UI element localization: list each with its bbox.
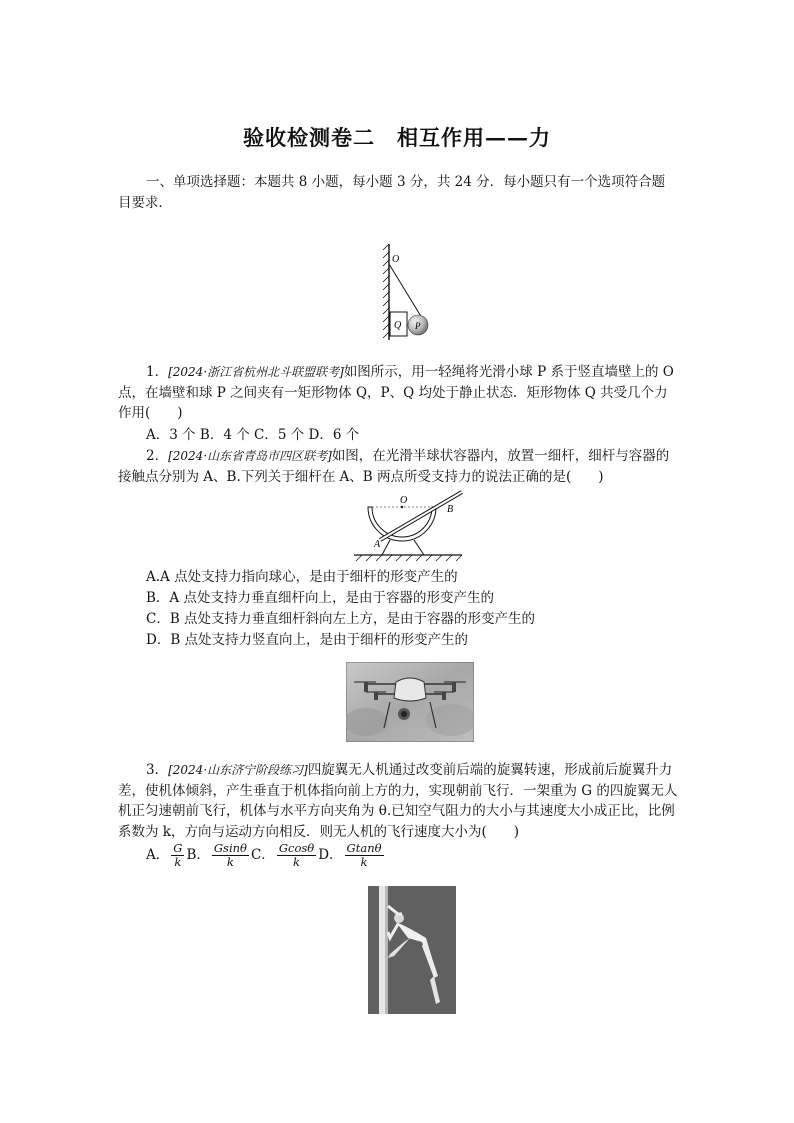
q1-stem: 如图所示，用一轻绳将光滑小球 P 系于竖直墙壁上的 O 点，在墙壁和球 P 之间夹有一矩形物体 Q，P、Q 均处于静止状态．矩形物体 Q 共受几个力作用( ) — [118, 364, 674, 421]
rope — [389, 264, 422, 318]
q3-b-denominator: k — [226, 855, 234, 869]
q3-a-denominator: k — [174, 855, 182, 869]
q2-option-d: D．B 点处支持力竖直向上，是由于细杆的形变产生的 — [146, 632, 469, 648]
q3-a-numerator: G — [173, 841, 183, 855]
label-a: A — [374, 539, 381, 550]
section-heading: 一、单项选择题：本题共 8 小题，每小题 3 分，共 24 分．每小题只有一个选项符合题目要求． — [118, 174, 666, 211]
label-q: Q — [394, 320, 402, 331]
page-title: 验收检测卷二 相互作用——力 — [243, 125, 551, 150]
q3-d-numerator: Gtanθ — [346, 841, 382, 855]
q3-stem: 四旋翼无人机通过改变前后端的旋翼转速，形成前后旋翼升力差，使机体倾斜，产生垂直于机体指向前上方的力，实现朝前飞行．一架重为 G 的四旋翼无人机正匀速朝前飞行，机体与水平方向夹角为 θ.已知空气阻力的大小与其速度大小成正比，比例系数为 k，方向与运动方向相反．则无人机的飞行速度大小为( ) — [118, 762, 678, 840]
wall-hatching — [383, 244, 389, 340]
q1-source: [2024·浙江省杭州北斗联盟联考] — [168, 365, 344, 379]
ground-hatching — [354, 555, 462, 561]
question-3 — [118, 760, 678, 842]
q3-option-c-label: C． — [250, 847, 275, 863]
question-1 — [118, 362, 678, 424]
q2-option-a: A.A 点处支持力指向球心，是由于细杆的形变产生的 — [146, 569, 458, 585]
drone-photo — [346, 662, 474, 742]
q2-number: 2． — [146, 448, 169, 464]
q3-option-d-fraction — [345, 842, 384, 869]
q3-option-b-fraction — [212, 842, 249, 869]
q2-stem: 如图，在光滑半球状容器内，放置一细杆，细杆与容器的接触点分别为 A、B.下列关于细杆在 A、B 两点所受支持力的说法正确的是( ) — [118, 448, 670, 485]
q3-c-denominator: k — [293, 855, 300, 869]
q3-option-c-fraction — [277, 842, 316, 869]
q3-option-b-label: B． — [186, 847, 210, 863]
pole-climber-photo — [368, 886, 456, 1014]
q3-options — [146, 842, 386, 869]
q3-option-d-label: D． — [318, 847, 343, 863]
q3-option-a-label: A． — [146, 847, 170, 863]
label-o: O — [400, 495, 408, 506]
label-o: O — [392, 254, 400, 265]
q2-option-c: C．B 点处支持力垂直细杆斜向左上方，是由于容器的形变产生的 — [146, 611, 536, 627]
q3-d-denominator: k — [360, 855, 368, 869]
q3-number: 3． — [146, 762, 169, 778]
q3-b-numerator: Gsinθ — [213, 841, 247, 855]
question-2 — [118, 446, 678, 487]
pole — [379, 886, 388, 1014]
q3-source: [2024·山东济宁阶段练习] — [168, 763, 308, 777]
q1-options: A．3 个 B．4 个 C．5 个 D．6 个 — [146, 427, 360, 443]
label-b: B — [447, 504, 454, 515]
label-p: P — [415, 321, 421, 331]
q3-option-a-fraction — [171, 842, 184, 869]
bowl-stand — [382, 540, 424, 555]
q2-source: [2024·山东省青岛市四区联考] — [168, 449, 332, 463]
q3-c-numerator: Gcosθ — [278, 841, 315, 855]
figure-bowl-rod — [352, 488, 464, 562]
q1-number: 1． — [146, 364, 169, 380]
q2-option-b: B．A 点处支持力垂直细杆向上，是由于容器的形变产生的 — [146, 590, 494, 606]
figure-wall-ball — [370, 242, 440, 342]
